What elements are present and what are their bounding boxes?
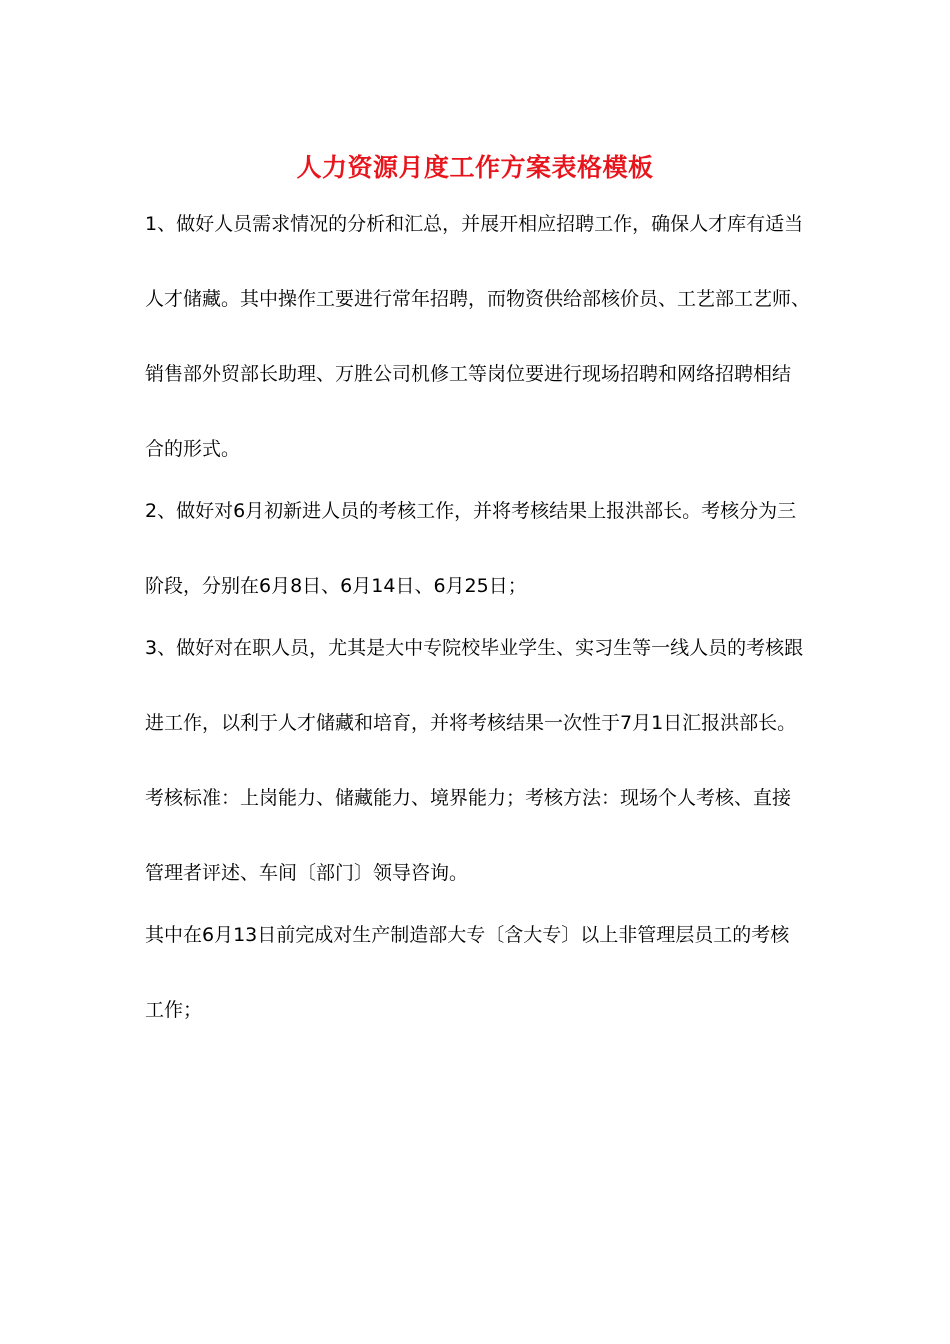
document-title: 人力资源月度工作方案表格模板 [296,153,654,182]
paragraph-5-line-1: 其中在6月13日前完成对生产制造部大专〔含大专〕以上非管理层员工的考核 [145,924,790,946]
paragraph-2-line-1: 2、做好对6月初新进人员的考核工作，并将考核结果上报洪部长。考核分为三 [145,500,797,522]
paragraph-1-line-3: 销售部外贸部长助理、万胜公司机修工等岗位要进行现场招聘和网络招聘相结 [145,363,792,385]
paragraph-4-line-1: 考核标准：上岗能力、储藏能力、境界能力；考核方法：现场个人考核、直接 [145,787,792,809]
paragraph-5-line-2: 工作； [145,999,203,1021]
paragraph-1-line-1: 1、做好人员需求情况的分析和汇总，并展开相应招聘工作，确保人才库有适当 [145,213,804,235]
paragraph-3-line-1: 3、做好对在职人员，尤其是大中专院校毕业学生、实习生等一线人员的考核跟 [145,637,804,659]
paragraph-1-line-4: 合的形式。 [145,438,241,460]
paragraph-4-line-2: 管理者评述、车间〔部门〕领导咨询。 [145,862,469,884]
paragraph-2-line-2: 阶段，分别在6月8日、6月14日、6月25日； [145,575,527,597]
paragraph-1-line-2: 人才储藏。其中操作工要进行常年招聘，而物资供给部核价员、工艺部工艺师、 [145,288,811,310]
paragraph-3-line-2: 进工作，以利于人才储藏和培育，并将考核结果一次性于7月1日汇报洪部长。 [145,712,797,734]
